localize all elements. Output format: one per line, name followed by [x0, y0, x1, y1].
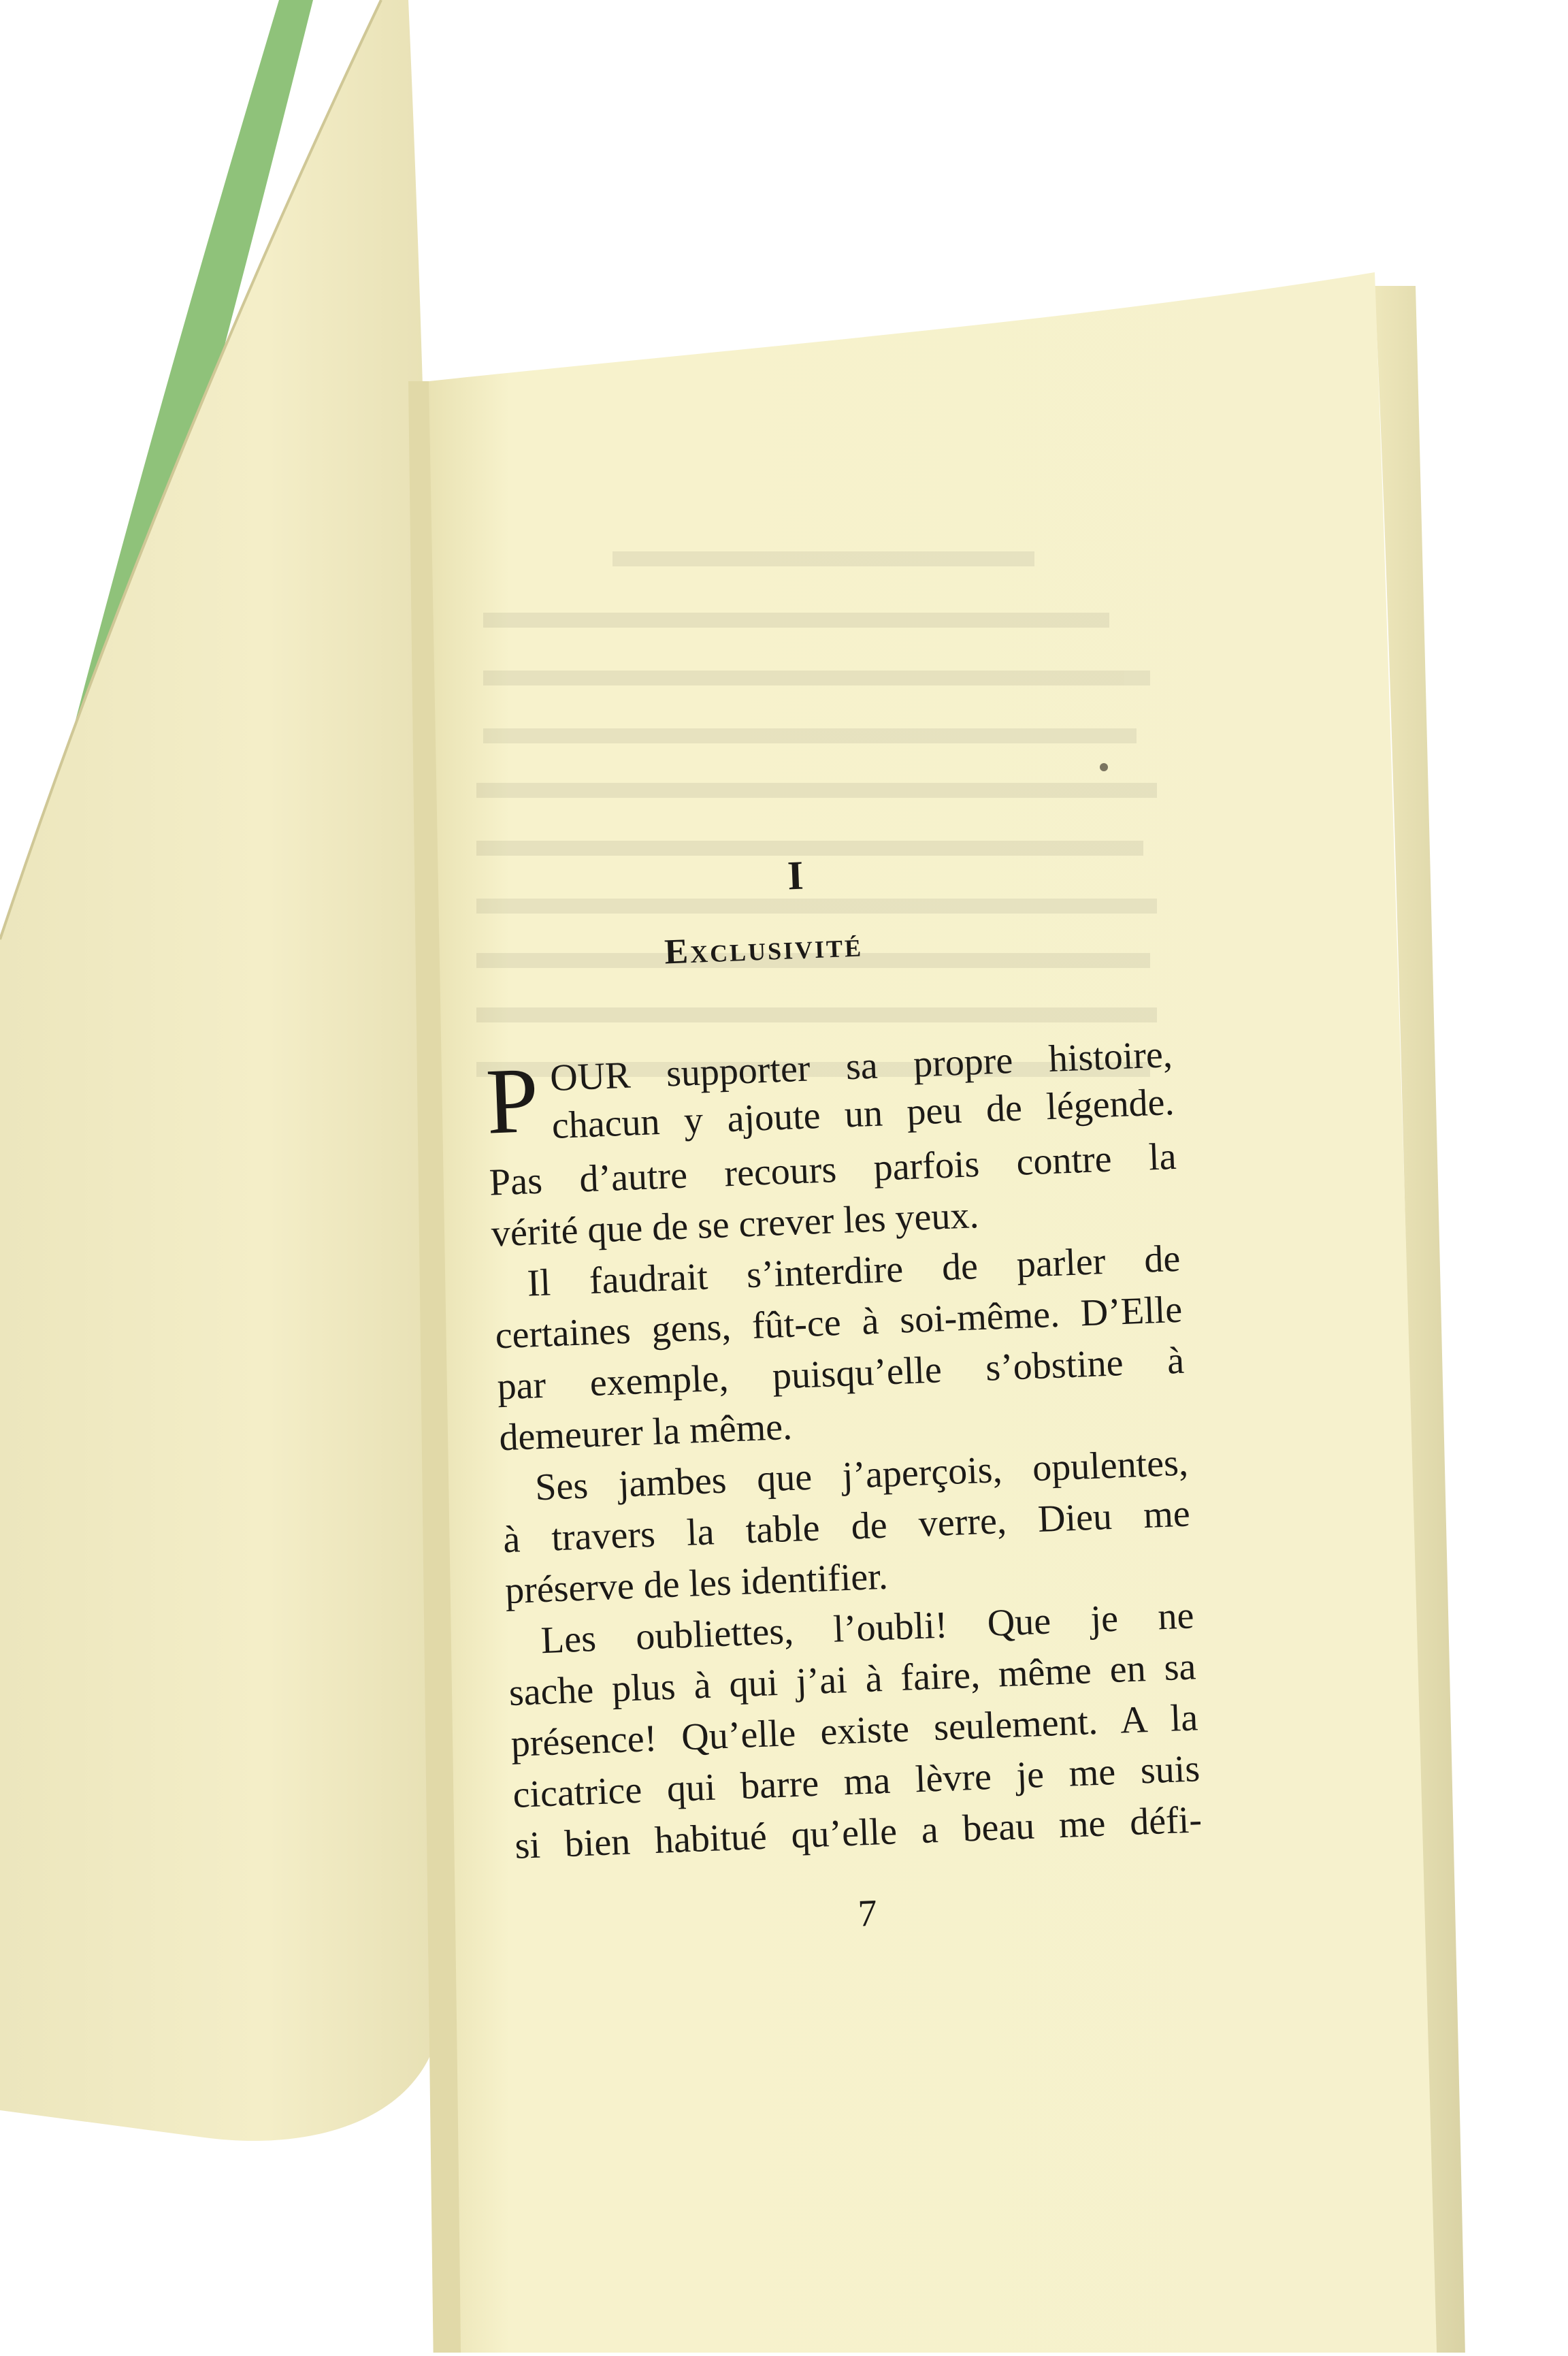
text-line: OUR supporter sa propre histoire, [549, 1033, 1173, 1100]
chapter-title: Exclusivité [664, 925, 864, 972]
chapter-number: I [786, 852, 804, 899]
text-line: Les oubliettes, l’oubli! Que je ne [540, 1594, 1195, 1662]
text-line: vérité que de se crever les yeux. [490, 1194, 980, 1255]
text-line: si bien habitué qu’elle a beau me défi- [514, 1798, 1203, 1867]
text-line: Ses jambes que j’aperçois, opulentes, [534, 1441, 1189, 1509]
text-line: chacun y ajoute un peu de légende. [551, 1080, 1175, 1148]
drop-cap: P [484, 1047, 541, 1154]
text-line: Pas d’autre recours parfois contre la [488, 1135, 1177, 1204]
text-line: cicatrice qui barre ma lèvre je me suis [512, 1747, 1201, 1816]
text-line: présence! Qu’elle existe seulement. A la [510, 1696, 1199, 1766]
text-line: demeurer la même. [498, 1405, 794, 1459]
text-line: préserve de les identifier. [504, 1555, 889, 1613]
text-line: par exemple, puisqu’elle s’obstine à [496, 1339, 1186, 1408]
paper-speck [1100, 763, 1108, 771]
text-line: à travers la table de verre, Dieu me [502, 1492, 1191, 1562]
text-line: Il faudrait s’interdire de parler de [526, 1237, 1181, 1305]
page-number: 7 [857, 1892, 878, 1935]
text-line: certaines gens, fût-ce à soi-même. D’Elle [494, 1288, 1183, 1357]
text-line: sache plus à qui j’ai à faire, même en sa [508, 1645, 1197, 1715]
